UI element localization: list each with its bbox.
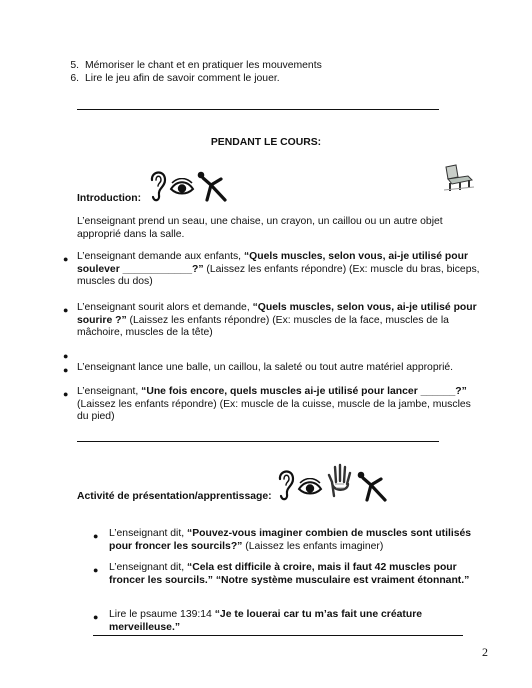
list-item: [77, 302, 481, 340]
list-item: [77, 386, 481, 424]
bullet-question: “Une fois encore, quels muscles ai-je utilisé pour lancer ______?”: [141, 386, 467, 397]
list-item: [61, 60, 322, 73]
bullet-icon: ●: [93, 531, 99, 541]
bullet-text: (Laissez les enfants répondre) (Ex: muscles de la face, muscles de la mâchoire, muscles de la tête): [77, 314, 449, 339]
hand-icon: [326, 462, 354, 498]
bullet-text: L’enseignant dit,: [109, 528, 187, 539]
eye-icon: [297, 478, 323, 498]
list-text: Mémoriser le chant et en pratiquer les mouvements: [85, 60, 322, 71]
preparation-list: [61, 60, 322, 86]
bullet-question: “Pouvez-vous imaginer combien de muscles sont utilisés pour froncer les sourcils?”: [109, 528, 472, 552]
list-number: 6.: [70, 73, 79, 84]
bullet-question: “Je te louerai car tu m’as fait une créature merveilleuse.”: [109, 609, 423, 633]
stretching-figure-icon: [195, 170, 229, 202]
bullet-icon: ●: [63, 254, 69, 264]
activity-label: Activité de présentation/apprentissage:: [77, 491, 272, 502]
page-number: 2: [482, 645, 488, 659]
section-heading: PENDANT LE COURS:: [210, 137, 322, 148]
list-item: [109, 562, 481, 587]
chair-icon: [442, 163, 476, 193]
bullet-text: L’enseignant demande aux enfants,: [77, 251, 244, 262]
list-number: 5.: [70, 60, 79, 71]
intro-paragraph: L’enseignant prend un seau, une chaise, un crayon, un caillou ou un autre objet approprié dans la salle.: [77, 216, 443, 240]
bullet-question: “Quels muscles, selon vous, ai-je utilisé pour soulever ____________?”: [77, 251, 469, 275]
bullet-text: L’enseignant lance une balle, un caillou, la saleté ou tout autre matériel approprié.: [77, 362, 454, 373]
list-item: [109, 609, 481, 634]
list-item: [77, 251, 481, 289]
bullet-question: “Quels muscles, selon vous, ai-je utilisé pour sourire ?”: [77, 302, 477, 326]
list-text: Lire le jeu afin de savoir comment le jouer.: [85, 73, 280, 84]
horizontal-rule: [77, 441, 439, 442]
bullet-question: “Cela est difficile à croire, mais il faut 42 muscles pour froncer les sourcils.” “Notre système musculaire est vraiment étonnant.”: [109, 562, 470, 586]
bullet-icon: ●: [63, 351, 69, 361]
bullet-text: Lire le psaume 139:14: [109, 609, 215, 620]
bullet-text: (Laissez les enfants imaginer): [242, 540, 384, 552]
ear-icon: [276, 466, 296, 504]
ear-icon: [148, 167, 168, 205]
bullet-text: (Laissez les enfants répondre) (Ex: muscle du bras, biceps, muscles du dos): [77, 263, 480, 288]
bullet-icon: ●: [93, 612, 99, 622]
introduction-label: Introduction:: [77, 193, 142, 204]
list-item: [61, 73, 322, 86]
bullet-text: (Laissez les enfants répondre) (Ex: muscle de la cuisse, muscle de la jambe, muscles du pied): [77, 398, 471, 423]
bullet-icon: ●: [63, 305, 69, 315]
bullet-text: L’enseignant sourit alors et demande,: [77, 302, 253, 313]
list-item: [109, 528, 481, 553]
stretching-figure-icon: [355, 470, 389, 502]
horizontal-rule: [77, 109, 439, 110]
bullet-text: L’enseignant dit,: [109, 562, 187, 573]
horizontal-rule: [93, 635, 463, 636]
list-item: [77, 362, 481, 375]
bullet-icon: ●: [63, 365, 69, 375]
bullet-text: L’enseignant,: [77, 386, 142, 397]
bullet-icon: ●: [93, 565, 99, 575]
eye-icon: [169, 178, 195, 198]
bullet-icon: ●: [63, 389, 69, 399]
